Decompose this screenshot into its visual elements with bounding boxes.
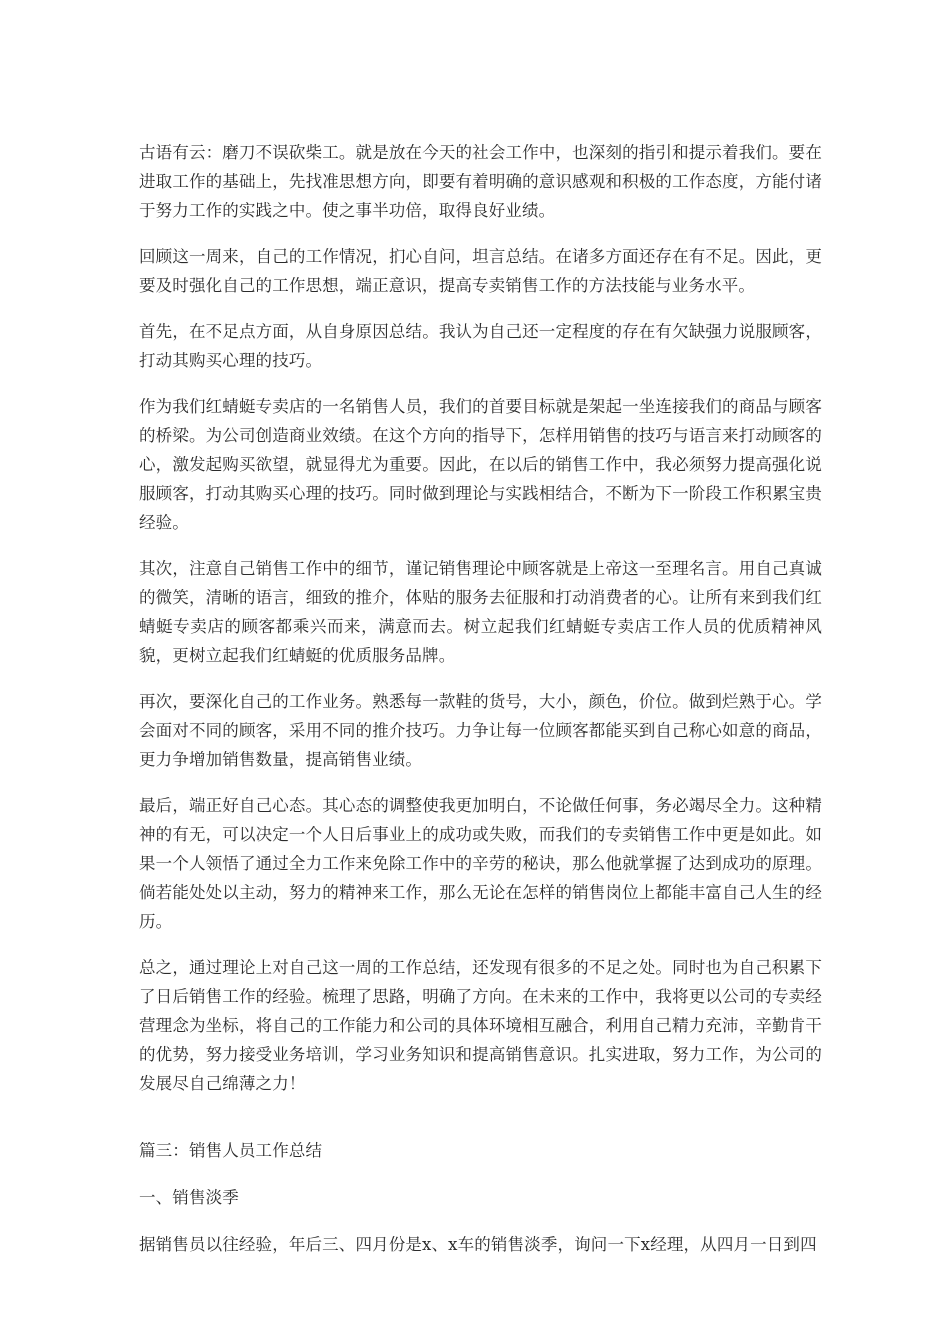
paragraph-1: 古语有云：磨刀不误砍柴工。就是放在今天的社会工作中，也深刻的指引和提示着我们。要在进取工作的基础上，先找准思想方向，即要有着明确的意识感观和积极的工作态度，方能付诸于努力工作的实践之中。使之事半功倍，取得良好业绩。 [139, 143, 822, 220]
paragraph-7: 最后，端正好自己心态。其心态的调整使我更加明白，不论做任何事，务必竭尽全力。这种精神的有无，可以决定一个人日后事业上的成功或失败，而我们的专卖销售工作中更是如此。如果一个人领悟了通过全力工作来免除工作中的辛劳的秘诀，那么他就掌握了达到成功的原理。倘若能处处以主动，努力的精神来工作，那么无论在怎样的销售岗位上都能丰富自己人生的经历。 [139, 796, 822, 931]
section-heading-pian-san: 篇三：销售人员工作总结 [139, 1141, 323, 1160]
paragraph-11: 据销售员以往经验，年后三、四月份是x、x车的销售淡季，询问一下x经理，从四月一日到四 [139, 1235, 817, 1254]
paragraph-5: 其次，注意自己销售工作中的细节，谨记销售理论中顾客就是上帝这一至理名言。用自己真诚的微笑，清晰的语言，细致的推介，体贴的服务去征服和打动消费者的心。让所有来到我们红蜻蜓专卖店的顾客都乘兴而来，满意而去。树立起我们红蜻蜓专卖店工作人员的优质精神风貌，更树立起我们红蜻蜓的优质服务品牌。 [139, 559, 822, 665]
paragraph-2: 回顾这一周来，自己的工作情况，扪心自问，坦言总结。在诸多方面还存在有不足。因此，更要及时强化自己的工作思想，端正意识，提高专卖销售工作的方法技能与业务水平。 [139, 247, 822, 295]
document-text-body [139, 138, 822, 1259]
paragraph-6: 再次，要深化自己的工作业务。熟悉每一款鞋的货号，大小，颜色，价位。做到烂熟于心。学会面对不同的顾客，采用不同的推介技巧。力争让每一位顾客都能买到自己称心如意的商品，更力争增加销售数量，提高销售业绩。 [139, 692, 822, 769]
section-heading-sales-off-season: 一、销售淡季 [139, 1188, 239, 1207]
paragraph-4: 作为我们红蜻蜓专卖店的一名销售人员，我们的首要目标就是架起一坐连接我们的商品与顾客的桥梁。为公司创造商业效绩。在这个方向的指导下，怎样用销售的技巧与语言来打动顾客的心，激发起购买欲望，就显得尤为重要。因此，在以后的销售工作中，我必须努力提高强化说服顾客，打动其购买心理的技巧。同时做到理论与实践相结合，不断为下一阶段工作积累宝贵经验。 [139, 397, 822, 532]
paragraph-8: 总之，通过理论上对自己这一周的工作总结，还发现有很多的不足之处。同时也为自己积累下了日后销售工作的经验。梳理了思路，明确了方向。在未来的工作中，我将更以公司的专卖经营理念为坐标，将自己的工作能力和公司的具体环境相互融合，利用自己精力充沛，辛勤肯干的优势，努力接受业务培训，学习业务知识和提高销售意识。扎实进取，努力工作，为公司的发展尽自己绵薄之力！ [139, 958, 822, 1093]
paragraph-3: 首先，在不足点方面，从自身原因总结。我认为自己还一定程度的存在有欠缺强力说服顾客，打动其购买心理的技巧。 [139, 322, 822, 370]
